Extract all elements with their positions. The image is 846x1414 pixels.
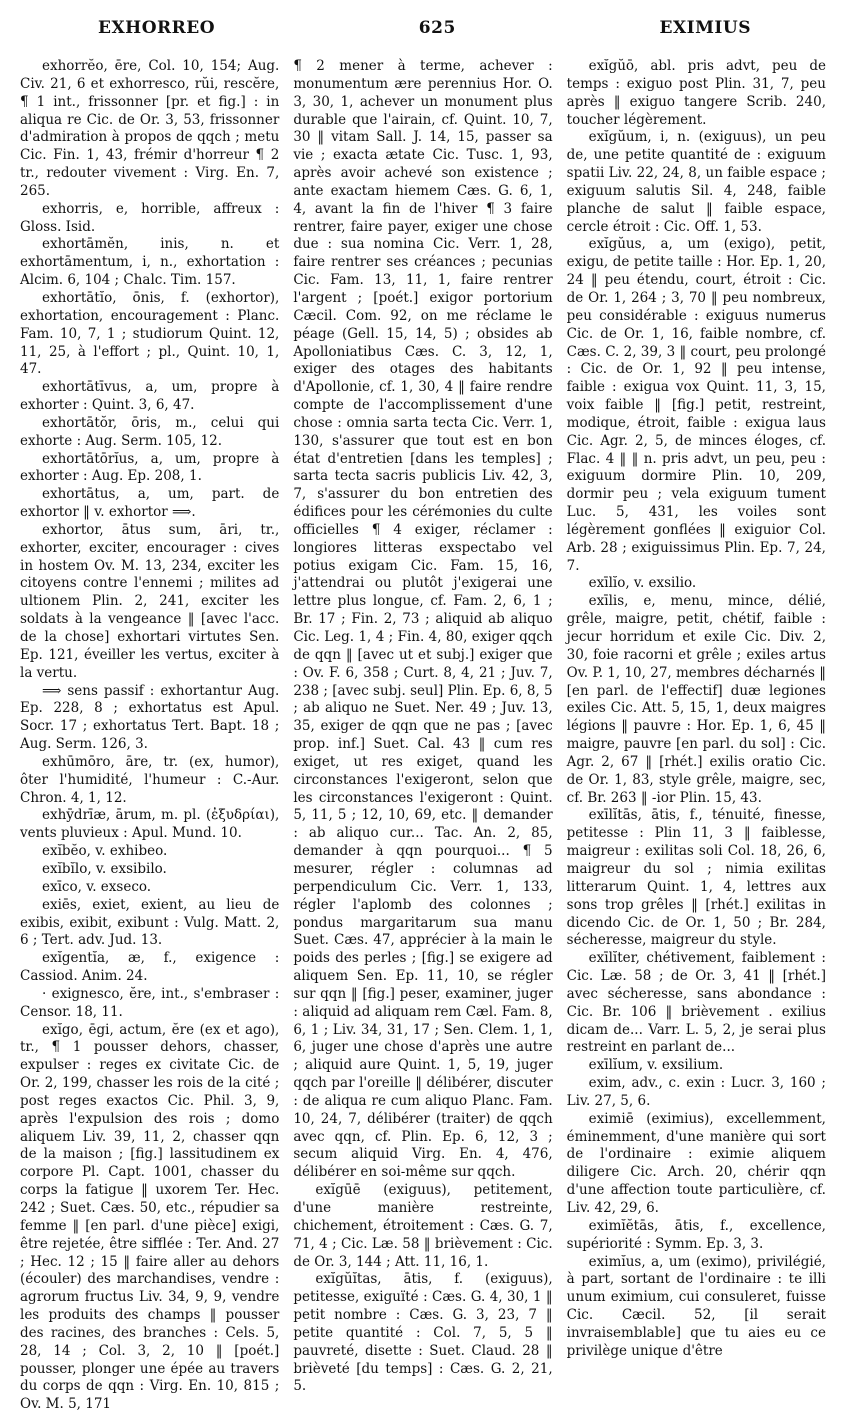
entry-exigue: exĭgūē (exiguus), petitement, d'une manière restreinte, chichement, étroitement : Cæs. G. 7, 71, 4 ; Cic. Læ. 58 ‖ brièvement : Cic. de Or. 3, 144 ; Att. 11, 16, 1. xyxy=(293,1182,553,1270)
entry-exies: exiēs, exiet, exient, au lieu de exibis, exibit, exibunt : Vulg. Matt. 2, 6 ; Tert. adv. Jud. 13. xyxy=(20,896,280,949)
header-left-guideword: EXHORREO xyxy=(98,18,216,38)
entry-exignesco: · exignesco, ĕre, int., s'embraser : Censor. 18, 11. xyxy=(20,985,280,1020)
entry-exiguitas: exĭgŭĭtas, ātis, f. (exiguus), petitesse, exiguïté : Cæs. G. 4, 30, 1 ‖ petit nombre : Cæs. G. 3, 23, 7 ‖ petite quantité : Col. 7, 5, 5 ‖ pauvreté, disette : Suet. Claud. 28 ‖ brièveté [du temps] : Cæs. G. 2, 21, 5. xyxy=(293,1271,553,1395)
header-right-guideword: EXIMIUS xyxy=(659,18,751,38)
column-2 xyxy=(293,58,552,1414)
entry-exhydriae: exhȳdrīæ, ārum, m. pl. (ἐξυδρίαι), vents pluvieux : Apul. Mund. 10. xyxy=(20,807,280,842)
entry-exhortatio: exhortātĭo, ōnis, f. (exhortor), exhortation, encouragement : Planc. Fam. 10, 7, 1 ; studiorum Quint. 12, 11, 25, à l'effort ; pl., Quint. 10, 1, 47. xyxy=(20,289,280,378)
entry-exibeo: exĭbĕo, v. exhibeo. xyxy=(42,843,168,860)
entry-exigo-continued: ¶ 2 mener à terme, achever : monumentum ære perennius Hor. O. 3, 30, 1, achever un monument plus durable que l'airain, cf. Quint. 10, 7, 30 ‖ vitam Sall. J. 14, 15, passer sa vie ; exacta ætate Cic. Tusc. 1, 93, après avoir achevé son existence ; ante exactam hiemem Cæs. G. 6, 1, 4, avant la fin de l'hiver ¶ 3 faire rentrer, faire payer, exiger une chose due : sua nomina Cic. Verr. 1, 28, faire rentrer ses créances ; pecunias Cic. Fam. 13, 11, 1, faire rentrer l'argent ; [poét.] exigor portorium Cæcil. Com. 92, on me réclame le péage (Gell. 15, 14, 5) ; obsides ab Apolloniatibus Cæs. C. 3, 12, 1, exiger des otages des habitants d'Apollonie, cf. 1, 30, 4 ‖ faire rendre compte de l'accomplissement d'une chose : omnia sarta tecta Cic. Verr. 1, 130, s'assurer que tout est en bon état d'entretien [dans les temples] ; sarta tecta sacris publicis Liv. 42, 3, 7, s'assurer du bon entretien des édifices pour les cérémonies du culte officielles ¶ 4 exiger, réclamer : longiores litteras exspectabo vel potius exigam Cic. Fam. 15, 16, j'attendrai ou plutôt j'exigerai une lettre plus longue, cf. Fam. 2, 6, 1 ; Br. 17 ; Fin. 2, 73 ; aliquid ab aliquo Cic. Leg. 1, 4 ; Fin. 4, 80, exiger qqch de qqn ‖ [avec ut et subj.] exiger que : Ov. F. 6, 358 ; Curt. 8, 4, 21 ; Juv. 7, 238 ; [avec subj. seul] Plin. Ep. 6, 8, 5 ; ab aliquo ne Suet. Ner. 49 ; Juv. 13, 35, exiger de qqn que ne pas ; [avec prop. inf.] Suet. Cal. 43 ‖ cum res exiget, ut res exiget, quand les circonstances l'exigeront, selon que les circonstances l'exigeront : Quint. 5, 11, 5 ; 12, 10, 69, etc. ‖ demander : ab aliquo cur... Tac. An. 2, 85, demander à qqn pourquoi... ¶ 5 mesurer, régler : columnas ad perpendiculum Cic. Verr. 1, 133, régler l'aplomb des colonnes ; pondus margaritarum sua manu Suet. Cæs. 47, apprécier à la main le poids des perles ; [fig.] se exigere ad aliquem Sen. Ep. 11, 10, se régler sur qqn ‖ [fig.] peser, examiner, juger : aliquid ad aliquam rem Cæl. Fam. 8, 6, 1 ; Liv. 34, 31, 17 ; Sen. Clem. 1, 1, 6, juger une chose d'après une autre ; aliquid aure Quint. 1, 5, 19, juger qqch par l'oreille ‖ délibérer, discuter : de aliqua re cum aliquo Planc. Fam. 10, 24, 7, délibérer (traiter) de qqch avec qqn, cf. Plin. Ep. 6, 12, 3 ; secum aliquid Virg. En. 4, 476, délibérer en soi-même sur qqch. xyxy=(293,58,553,1181)
entry-exhortatorius: exhortātōrĭus, a, um, propre à exhorter : Aug. Ep. 208, 1. xyxy=(20,450,280,485)
page-number: 625 xyxy=(418,18,456,38)
entry-exigentia: exĭgentĭa, æ, f., exigence : Cassiod. Anim. 24. xyxy=(20,950,280,985)
column-1 xyxy=(20,58,279,1414)
entry-exhumoro: exhūmōro, āre, tr. (ex, humor), ôter l'humidité, l'humeur : C.-Aur. Chron. 4, 1, 12. xyxy=(20,753,280,806)
entry-exhortor-passive-note: ⟹ sens passif : exhortantur Aug. Ep. 228, 8 ; exhortatus est Apul. Socr. 17 ; exhortatus Tert. Bapt. 18 ; Aug. Serm. 126, 3. xyxy=(20,682,280,753)
entry-exiguum: exĭgŭum, i, n. (exiguus), un peu de, une petite quantité de : exiguum spatii Liv. 22, 24, 8, un faible espace ; exiguum salutis Sil. 4, 248, faible planche de salut ‖ faible espace, cercle étroit : Cic. Off. 1, 53. xyxy=(566,129,826,235)
entry-exhortatus: exhortātus, a, um, part. de exhortor ‖ v. exhortor ⟹. xyxy=(20,486,280,521)
entry-exhortativus: exhortātīvus, a, um, propre à exhorter : Quint. 3, 6, 47. xyxy=(20,379,280,414)
entry-exhorris: exhorris, e, horrible, affreux : Gloss. Isid. xyxy=(20,200,280,235)
entry-exiliter: exīlĭter, chétivement, faiblement : Cic. Læ. 58 ; de Or. 3, 41 ‖ [rhét.] avec sécheresse, sans abondance : Cic. Br. 106 ‖ brièvement . exilius dicam de... Varr. L. 5, 2, je serai plus restreint en parlant de... xyxy=(566,950,826,1056)
entry-exiguus: exĭgŭus, a, um (exigo), petit, exigu, de petite taille : Hor. Ep. 1, 20, 24 ‖ peu étendu, court, étroit : Cic. de Or. 1, 264 ; 3, 70 ‖ peu nombreux, peu considérable : exiguus numerus Cic. de Or. 1, 16, faible nombre, cf. Cæs. C. 2, 39, 3 ‖ court, peu prolongé : Cic. de Or. 1, 92 ‖ peu intense, faible : exigua vox Quint. 11, 3, 15, voix faible ‖ [fig.] petit, restreint, modique, étroit, faible : exigua laus Cic. Agr. 2, 5, de minces éloges, cf. Flac. 4 ‖ ‖ n. pris advt, un peu, peu : exiguum dormire Plin. 10, 209, dormir peu ; vela exiguum tument Luc. 5, 431, les voiles sont légèrement gonflées ‖ exiguior Col. Arb. 28 ; exiguissimus Plin. Ep. 7, 24, 7. xyxy=(566,236,826,574)
entry-exigo: exĭgo, ēgi, actum, ĕre (ex et ago), tr., ¶ 1 pousser dehors, chasser, expulser : reges ex civitate Cic. de Or. 2, 199, chasser les rois de la cité ; post reges exactos Cic. Phil. 3, 9, après l'expulsion des rois ; domo aliquem Liv. 39, 11, 2, chasser qqn de la maison ; [fig.] lassitudinem ex corpore Pl. Capt. 1001, chasser du corps la fatigue ‖ uxorem Ter. Hec. 242 ; Suet. Cæs. 50, etc., répudier sa femme ‖ [en parl. d'une pièce] exigi, être rejetée, être sifflée : Ter. And. 27 ; Hec. 12 ; 15 ‖ faire aller au dehors (écouler) des marchandises, vendre : agrorum fructus Liv. 34, 9, 9, vendre les produits des champs ‖ pousser des racines, des branches : Cels. 5, 28, 14 ; Col. 3, 2, 10 ‖ [poét.] pousser, plonger une épée au travers du corps de qqn : Virg. En. 10, 815 ; Ov. M. 5, 171 xyxy=(20,1021,280,1413)
entry-eximie: eximiē (eximius), excellemment, éminemment, d'une manière qui sort de l'ordinaire : eximie aliquem diligere Cic. Arch. 20, chérir qqn d'une affection toute particulière, cf. Liv. 42, 29, 6. xyxy=(566,1110,826,1216)
column-3 xyxy=(567,58,826,1414)
entry-exiguo: exĭgŭō, abl. pris advt, peu de temps : exiguo post Plin. 31, 7, peu après ‖ exiguo tangere Scrib. 240, toucher légèrement. xyxy=(566,58,826,128)
entry-eximietas: eximĭĕtās, ātis, f., excellence, supériorité : Symm. Ep. 3, 3. xyxy=(566,1217,826,1252)
entry-exhortator: exhortātŏr, ōris, m., celui qui exhorte : Aug. Serm. 105, 12. xyxy=(20,414,280,449)
text-columns xyxy=(20,58,826,1414)
entry-exhortamen: exhortāmĕn, inis, n. et exhortāmentum, i, n., exhortation : Alcim. 6, 104 ; Chalc. Tim. 157. xyxy=(20,236,280,289)
entry-exilio: exīlĭo, v. exsilio. xyxy=(588,575,697,592)
entry-exhorreo: exhorrĕo, ēre, Col. 10, 154; Aug. Civ. 21, 6 et exhorresco, rŭi, rescĕre, ¶ 1 int., frissonner [pr. et fig.] : in aliqua re Cic. de Or. 3, 53, frissonner d'admiration à propos de qqch ; metu Cic. Fin. 1, 43, frémir d'horreur ¶ 2 tr., redouter vivement : Virg. En. 7, 265. xyxy=(20,58,280,199)
entry-exilitas: exīlĭtās, ātis, f., ténuité, finesse, petitesse : Plin 11, 3 ‖ faiblesse, maigreur : exilitas soli Col. 18, 26, 6, maigreur du sol ; nimia exilitas litterarum Quint. 1, 4, lettres aux sons trop grêles ‖ [rhét.] exilitas in dicendo Cic. de Or. 1, 50 ; Br. 284, sécheresse, maigreur du style. xyxy=(566,807,826,949)
entry-exhortor: exhortor, ātus sum, āri, tr., exhorter, exciter, encourager : cives in hostem Ov. M. 13, 234, exciter les citoyens contre l'ennemi ; milites ad ultionem Plin. 2, 241, exciter les soldats à la vengeance ‖ [avec l'acc. de la chose] exhortari virtutes Sen. Ep. 121, éveiller les vertus, exciter à la vertu. xyxy=(20,521,280,681)
entry-exilium: exīlĭum, v. exsilium. xyxy=(588,1057,724,1074)
running-header xyxy=(20,18,826,46)
entry-exilis: exīlis, e, menu, mince, délié, grêle, maigre, petit, chétif, faible : jecur horridum et exile Cic. Div. 2, 30, foie racorni et grêle ; exiles artus Ov. P. 1, 10, 27, membres décharnés ‖ [en parl. de l'effectif] duæ legiones exiles Cic. Att. 5, 15, 1, deux maigres légions ‖ pauvre : Hor. Ep. 1, 6, 45 ‖ maigre, pauvre [en parl. du sol] : Cic. Agr. 2, 67 ‖ [rhét.] exilis oratio Cic. de Or. 1, 83, style grêle, maigre, sec, cf. Br. 263 ‖ -ior Plin. 15, 43. xyxy=(566,593,826,806)
entry-exibilo: exĭbĭlo, v. exsibilo. xyxy=(42,860,167,877)
entry-exim: exim, adv., c. exin : Lucr. 3, 160 ; Liv. 27, 5, 6. xyxy=(566,1075,826,1109)
entry-exico: exīco, v. exseco. xyxy=(42,878,152,895)
entry-eximius: eximĭus, a, um (eximo), privilégié, à part, sortant de l'ordinaire : te illi unum eximium, cui consuleret, fuisse Cic. Cæcil. 52, [il serait invraisemblable] que tu aies eu ce privilège unique d'être xyxy=(566,1253,826,1359)
